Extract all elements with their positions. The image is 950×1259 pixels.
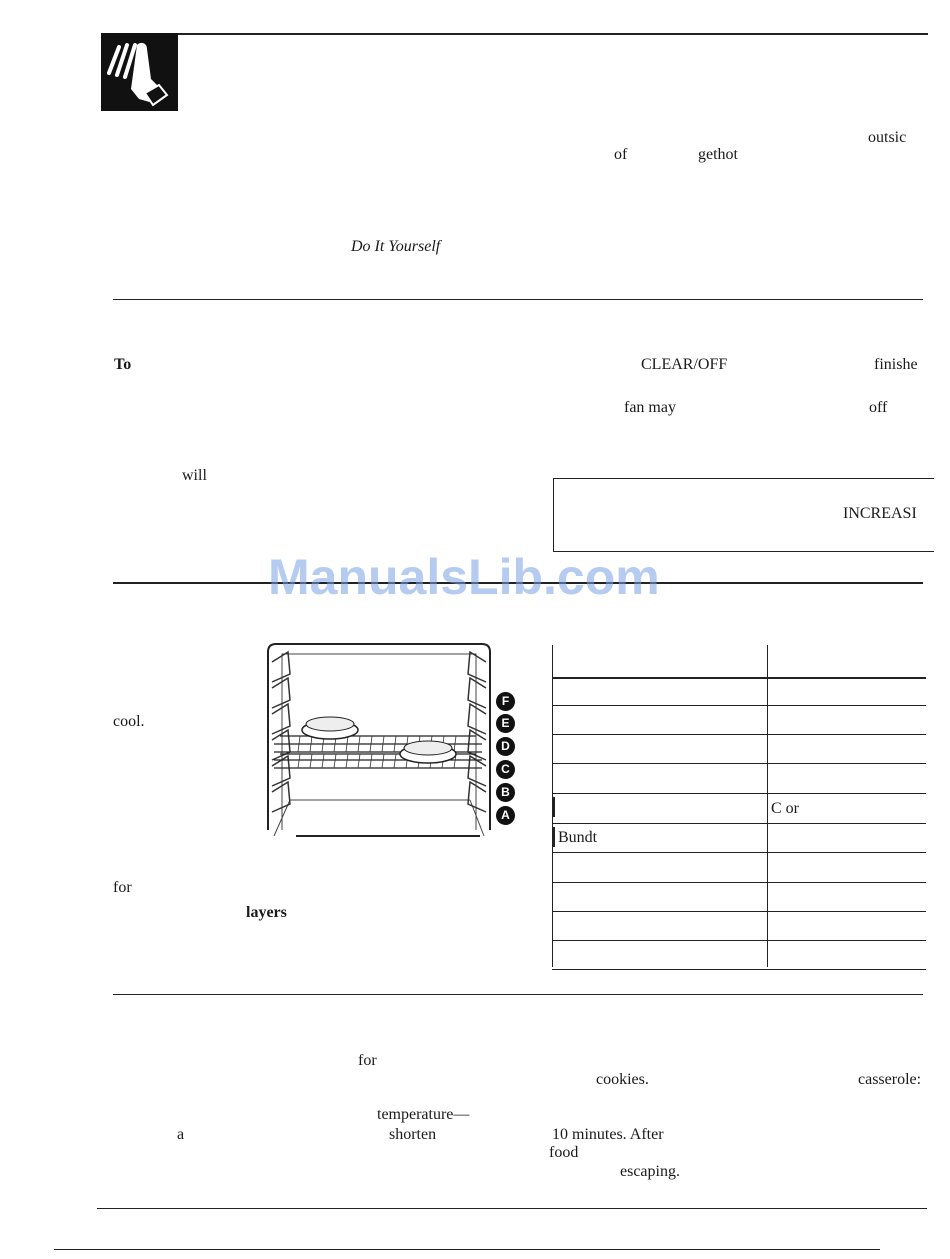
table-cell-mark bbox=[553, 797, 555, 817]
fragment-outside: outsic bbox=[868, 129, 907, 146]
rack-position-a-badge: A bbox=[496, 806, 515, 825]
fragment-finished: finishe bbox=[874, 356, 918, 373]
fragment-ten-minutes: 10 minutes. After bbox=[552, 1126, 664, 1143]
table-cell: Bundt bbox=[558, 829, 598, 846]
fragment-cool: cool. bbox=[113, 713, 145, 730]
table-row-rule bbox=[552, 793, 926, 794]
note-increase: INCREASI bbox=[843, 505, 917, 522]
top-rule bbox=[178, 33, 928, 35]
fragment-temperature: temperature— bbox=[377, 1106, 470, 1123]
fragment-cookies: cookies. bbox=[596, 1071, 649, 1088]
table-row-rule bbox=[552, 911, 926, 912]
clear-off-key-label: CLEAR/OFF bbox=[641, 356, 728, 373]
fragment-get-hot: gethot bbox=[698, 146, 738, 163]
table-row-rule bbox=[552, 940, 926, 941]
table-row-rule bbox=[552, 852, 926, 853]
fragment-to: To bbox=[114, 356, 132, 373]
table-row-rule bbox=[552, 882, 926, 883]
table-row-rule bbox=[552, 763, 926, 764]
rack-position-d-badge: D bbox=[496, 737, 515, 756]
fragment-of: of bbox=[614, 146, 628, 163]
do-it-yourself-title: Do It Yourself bbox=[351, 238, 441, 255]
rack-position-e-badge: E bbox=[496, 714, 515, 733]
fragment-will: will bbox=[182, 467, 207, 484]
oven-rack-illustration bbox=[260, 640, 496, 840]
fragment-casseroles: casserole: bbox=[858, 1071, 922, 1088]
table-row-rule bbox=[552, 705, 926, 706]
table-cell-mark bbox=[553, 827, 555, 847]
table-cell: C or bbox=[771, 800, 799, 817]
fragment-for-2: for bbox=[358, 1052, 377, 1069]
rack-position-c-badge: C bbox=[496, 760, 515, 779]
fragment-a: a bbox=[177, 1126, 185, 1143]
hand-pressing-icon bbox=[101, 33, 178, 111]
fragment-layers: layers bbox=[246, 904, 287, 921]
rack-position-b-badge: B bbox=[496, 783, 515, 802]
table-bottom-rule bbox=[552, 969, 926, 970]
watermark: ManualsLib.com bbox=[268, 549, 660, 605]
page-footer-rule bbox=[54, 1249, 880, 1250]
section-divider-3 bbox=[113, 994, 923, 995]
fragment-food: food bbox=[549, 1144, 579, 1161]
bottom-rule bbox=[97, 1208, 927, 1209]
fragment-fan-may: fan may bbox=[624, 399, 676, 416]
table-row-rule bbox=[552, 823, 926, 824]
fragment-escaping: escaping. bbox=[620, 1163, 680, 1180]
fragment-off: off bbox=[869, 399, 888, 416]
fragment-for: for bbox=[113, 879, 132, 896]
fragment-shorten: shorten bbox=[389, 1126, 437, 1143]
rack-position-f-badge: F bbox=[496, 692, 515, 711]
table-row-rule bbox=[552, 734, 926, 735]
section-divider-1 bbox=[113, 299, 923, 300]
table-header-rule bbox=[552, 677, 926, 679]
table-column-divider bbox=[767, 645, 768, 967]
